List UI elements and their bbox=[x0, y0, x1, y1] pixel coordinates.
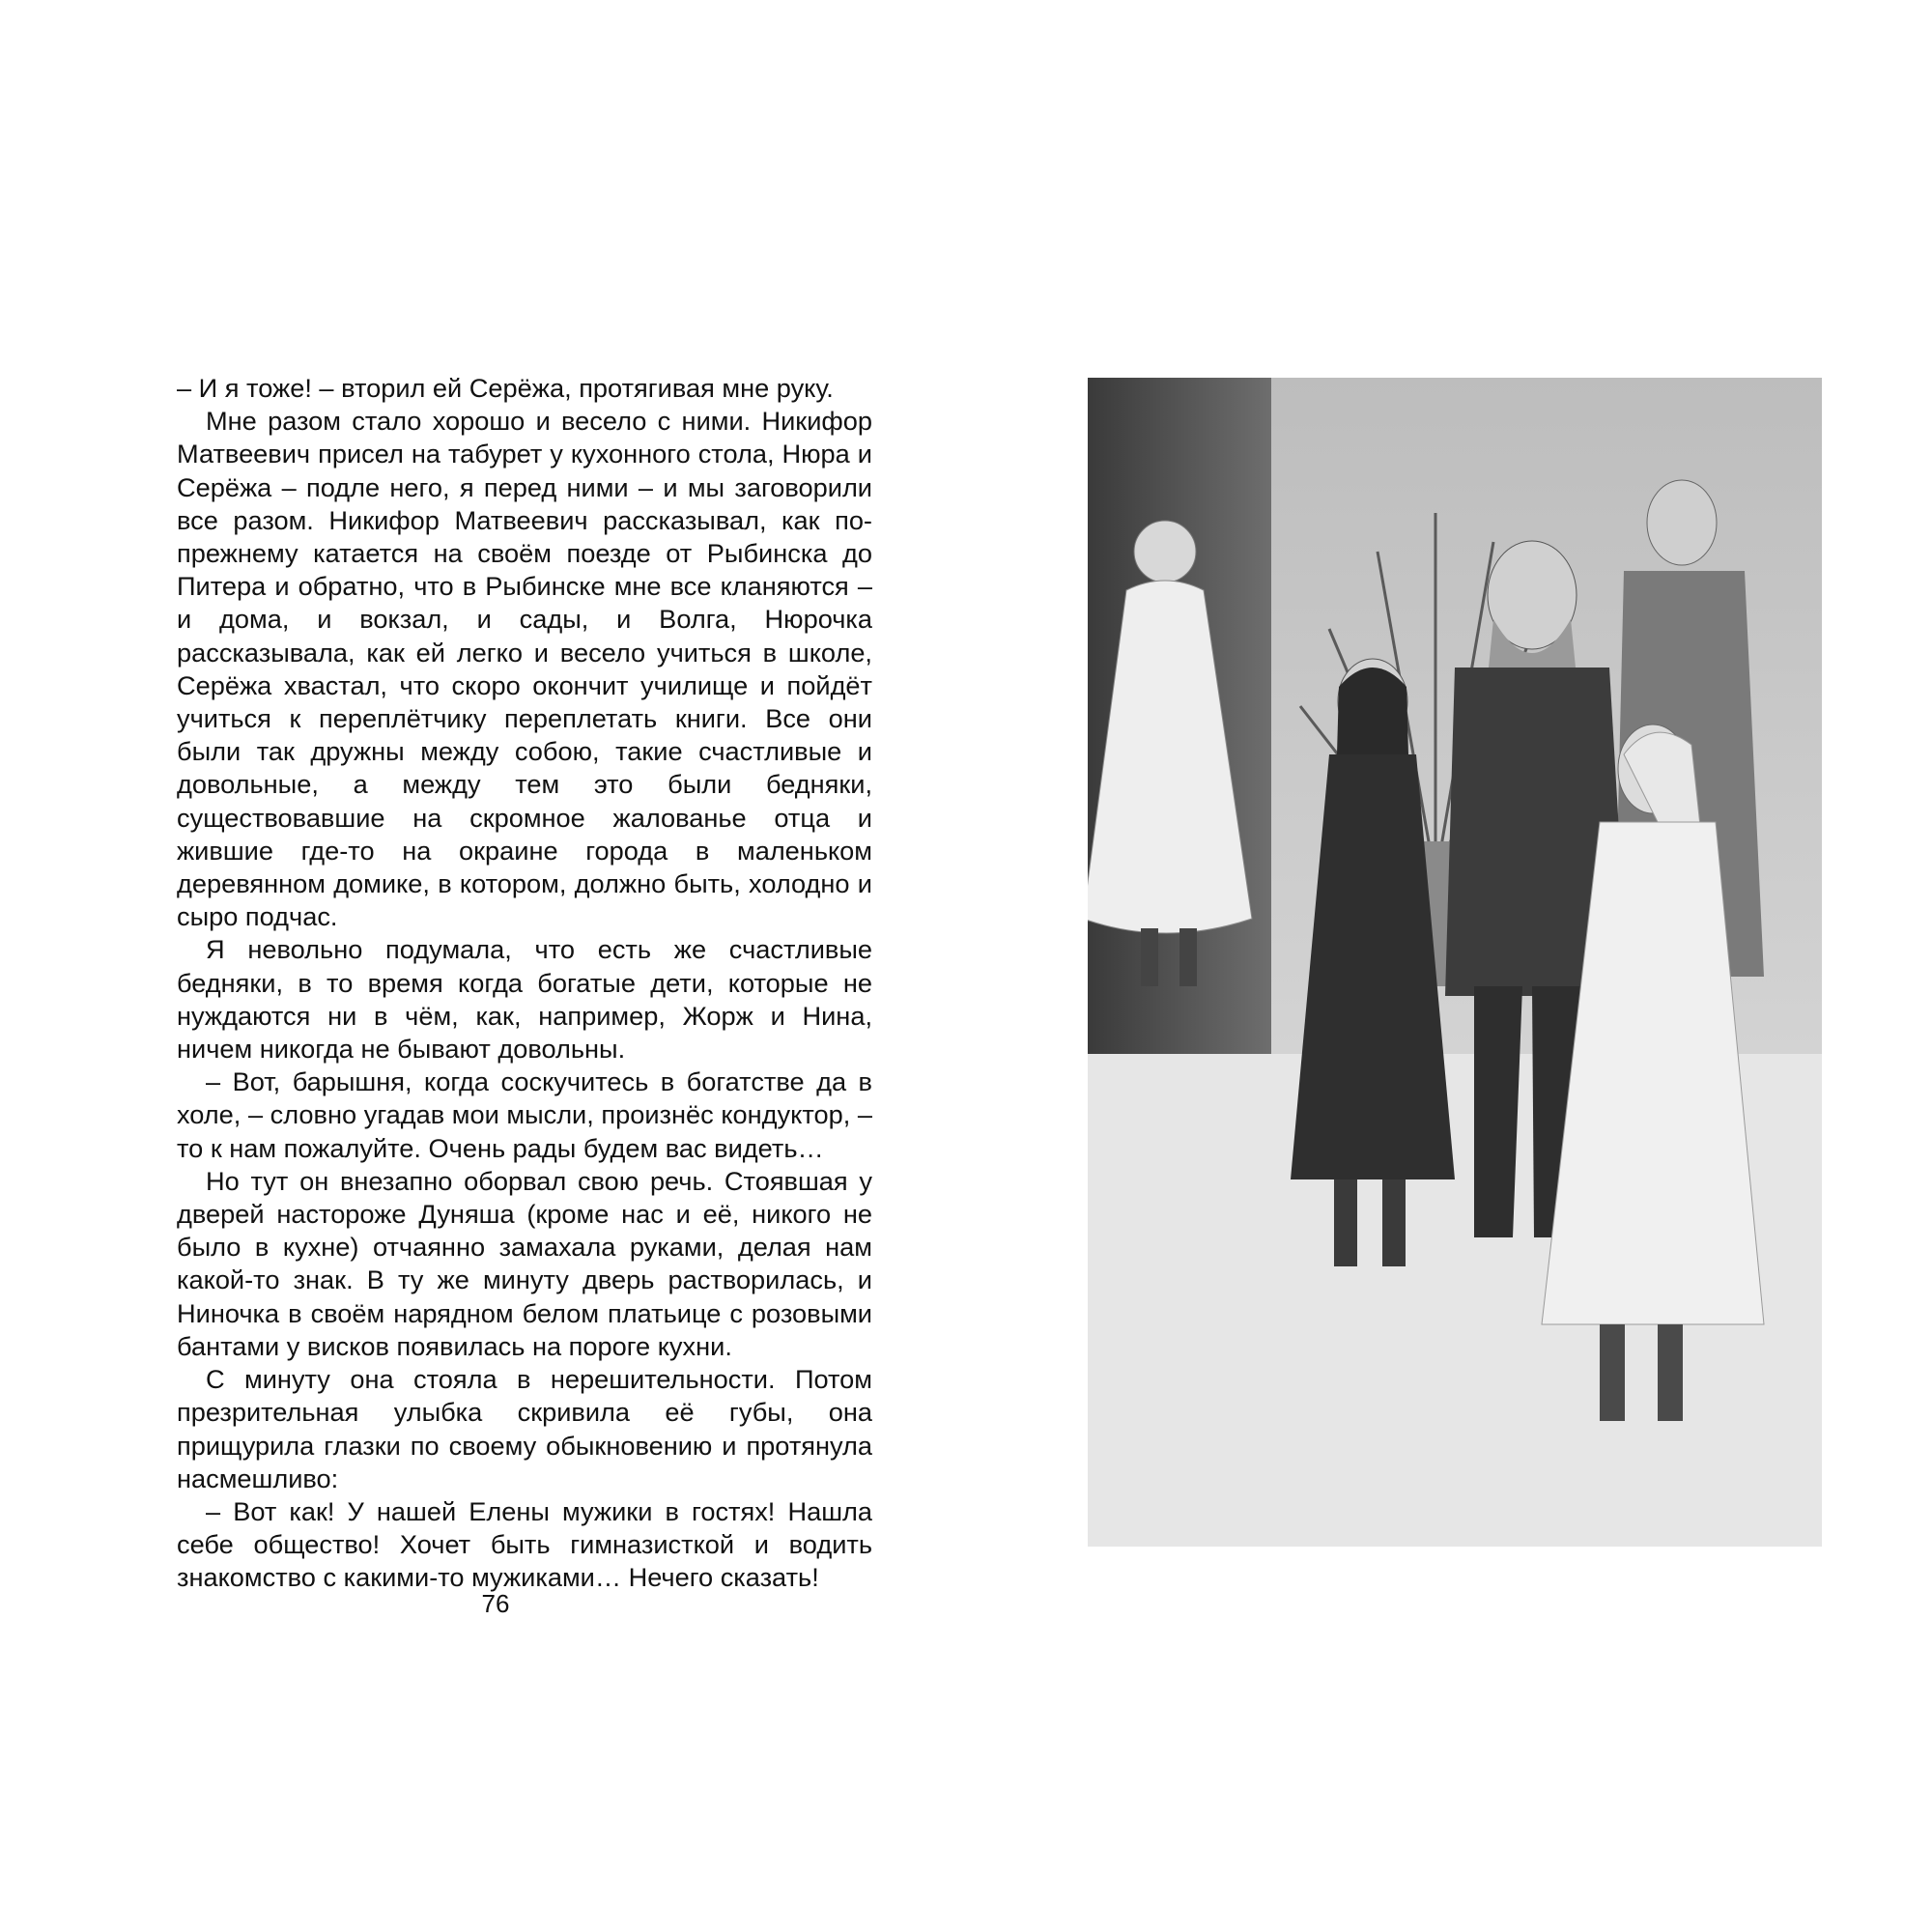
paragraph: Мне разом стало хорошо и весело с ними. Никифор Матвеевич присел на табурет у кухонного стола, Нюра и Серёжа – подле него, я перед ними – и мы заговорили все разом. Никифор Матвеевич рассказывал, как по-прежнему катается на своём поезде от Рыбинска до Питера и обратно, что в Рыбинске мне все кланяются – и дома, и вокзал, и сады, и Волга, Нюрочка рассказывала, как ей легко и весело учиться в школе, Серёжа хвастал, что скоро окончит училище и пойдёт учиться к переплётчику переплетать книги. Все они были так дружны между собою, такие счастливые и довольные, а между тем это были бедняки, существовавшие на скромное жалованье отца и жившие где-то на окраине города в маленьком деревянном домике, в котором, должно быть, холодно и сыро подчас. bbox=[177, 406, 872, 932]
paragraph: Я невольно подумала, что есть же счастливые бедняки, в то время когда богатые дети, которые не нуждаются ни в чём, как, например, Жорж и Нина, ничем никогда не бывают довольны. bbox=[177, 934, 872, 1065]
page-number: 76 bbox=[481, 1589, 510, 1618]
paragraph: – Вот, барышня, когда соскучитесь в богатстве да в холе, – словно угадав мои мысли, произнёс кондуктор, – то к нам пожалуйте. Очень рады будем вас видеть… bbox=[177, 1066, 872, 1163]
paragraph: С минуту она стояла в нерешительности. Потом презрительная улыбка скривила её губы, она прищурила глазки по своему обыкновению и протянула насмешливо: bbox=[177, 1364, 872, 1493]
paragraph: – Вот как! У нашей Елены мужики в гостях! Нашла себе общество! Хочет быть гимназисткой и водить знакомство с какими-то мужиками… Нечего сказать! bbox=[177, 1495, 872, 1593]
paragraph: Но тут он внезапно оборвал свою речь. Стоявшая у дверей настороже Дуняша (кроме нас и её, никого не было в кухне) отчаянно замахала руками, делая нам какой-то знак. В ту же минуту дверь растворилась, и Ниночка в своём нарядном белом платьице с розовыми бантами у висков появилась на пороге кухни. bbox=[177, 1165, 872, 1361]
body-text bbox=[177, 372, 872, 1595]
illustration bbox=[1088, 378, 1822, 1547]
paragraph: – И я тоже! – вторил ей Серёжа, протягивая мне руку. bbox=[177, 373, 834, 403]
illustration-drawing bbox=[1088, 378, 1822, 1547]
